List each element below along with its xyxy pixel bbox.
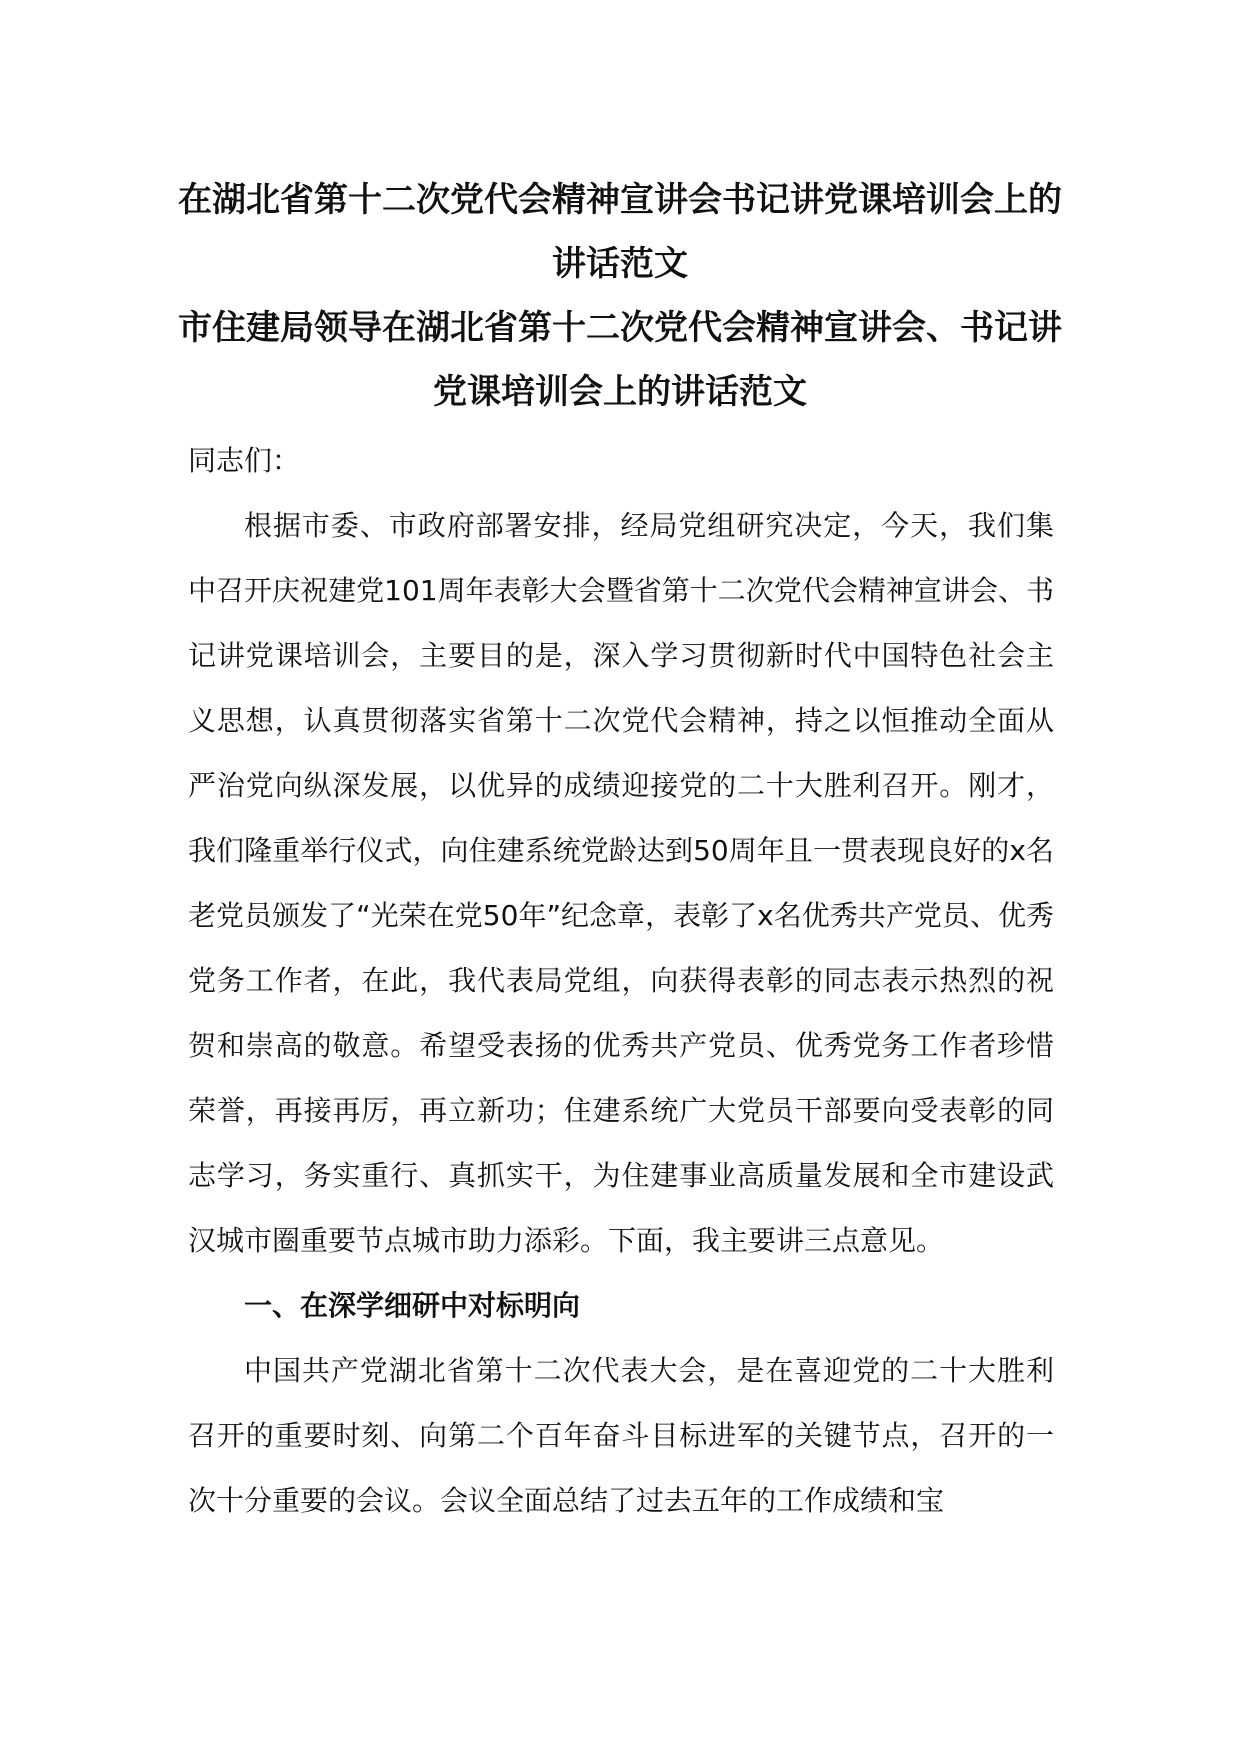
document-body — [188, 428, 1054, 1533]
title-area — [170, 168, 1070, 424]
paragraph-intro: 根据市委、市政府部署安排，经局党组研究决定，今天，我们集中召开庆祝建党101周年表彰大会暨省第十二次党代会精神宣讲会、书记讲党课培训会，主要目的是，深入学习贯彻新时代中国特色社会主义思想，认真贯彻落实省第十二次党代会精神，持之以恒推动全面从严治党向纵深发展，以优异的成绩迎接党的二十大胜利召开。刚才，我们隆重举行仪式，向住建系统党龄达到50周年且一贯表现良好的x名老党员颁发了“光荣在党50年”纪念章，表彰了x名优秀共产党员、优秀党务工作者，在此，我代表局党组，向获得表彰的同志表示热烈的祝贺和崇高的敬意。希望受表扬的优秀共产党员、优秀党务工作者珍惜荣誉，再接再厉，再立新功；住建系统广大党员干部要向受表彰的同志学习，务实重行、真抓实干，为住建事业高质量发展和全市建设武汉城市圈重要节点城市助力添彩。下面，我主要讲三点意见。 — [188, 509, 1054, 1257]
document-title: 在湖北省第十二次党代会精神宣讲会书记讲党课培训会上的讲话范文 — [178, 180, 1062, 284]
document-subtitle: 市住建局领导在湖北省第十二次党代会精神宣讲会、书记讲党课培训会上的讲话范文 — [178, 308, 1062, 412]
paragraph-section-1: 中国共产党湖北省第十二次代表大会，是在喜迎党的二十大胜利召开的重要时刻、向第二个百年奋斗目标进军的关键节点，召开的一次十分重要的会议。会议全面总结了过去五年的工作成绩和宝 — [188, 1354, 1054, 1517]
section-heading-1: 一、在深学细研中对标明向 — [244, 1289, 581, 1322]
salutation: 同志们： — [188, 444, 301, 477]
